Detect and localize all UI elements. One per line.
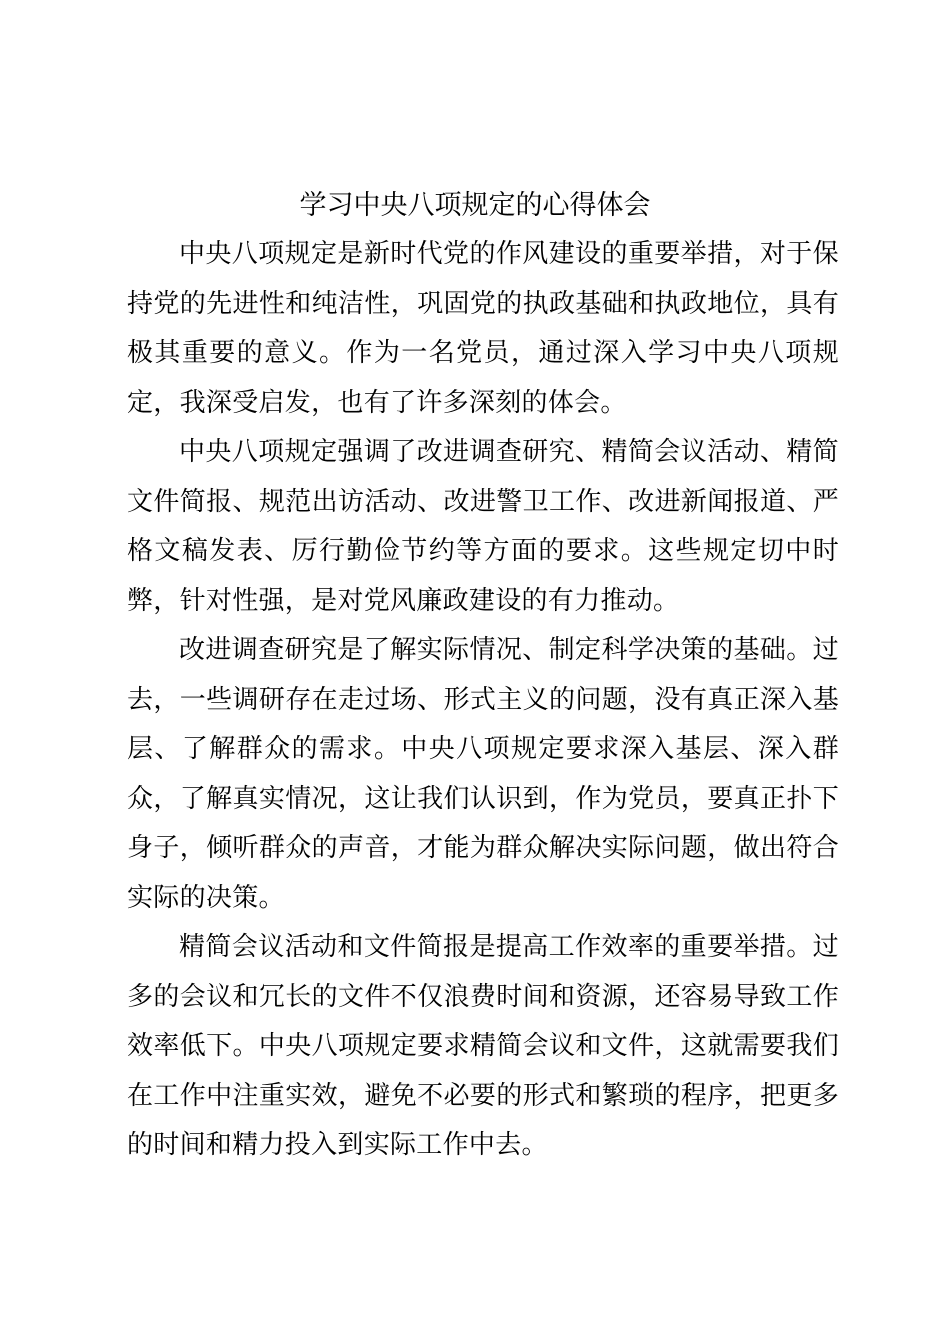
- paragraph-2: 中央八项规定强调了改进调查研究、精简会议活动、精简文件简报、规范出访活动、改进警卫工作、改进新闻报道、严格文稿发表、厉行勤俭节约等方面的要求。这些规定切中时弊，针对性强，是对党风廉政建设的有力推动。: [127, 437, 839, 616]
- document-title: 学习中央八项规定的心得体会: [299, 190, 651, 221]
- paragraph-1: 中央八项规定是新时代党的作风建设的重要举措，对于保持党的先进性和纯洁性，巩固党的执政基础和执政地位，具有极其重要的意义。作为一名党员，通过深入学习中央八项规定，我深受启发，也有了许多深刻的体会。: [127, 239, 839, 418]
- paragraph-3: 改进调查研究是了解实际情况、制定科学决策的基础。过去，一些调研存在走过场、形式主义的问题，没有真正深入基层、了解群众的需求。中央八项规定要求深入基层、深入群众，了解真实情况，这让我们认识到，作为党员，要真正扑下身子，倾听群众的声音，才能为群众解决实际问题，做出符合实际的决策。: [127, 635, 839, 913]
- paragraph-4: 精简会议活动和文件简报是提高工作效率的重要举措。过多的会议和冗长的文件不仅浪费时间和资源，还容易导致工作效率低下。中央八项规定要求精简会议和文件，这就需要我们在工作中注重实效，避免不必要的形式和繁琐的程序，把更多的时间和精力投入到实际工作中去。: [127, 932, 839, 1160]
- document-body: [127, 230, 839, 1171]
